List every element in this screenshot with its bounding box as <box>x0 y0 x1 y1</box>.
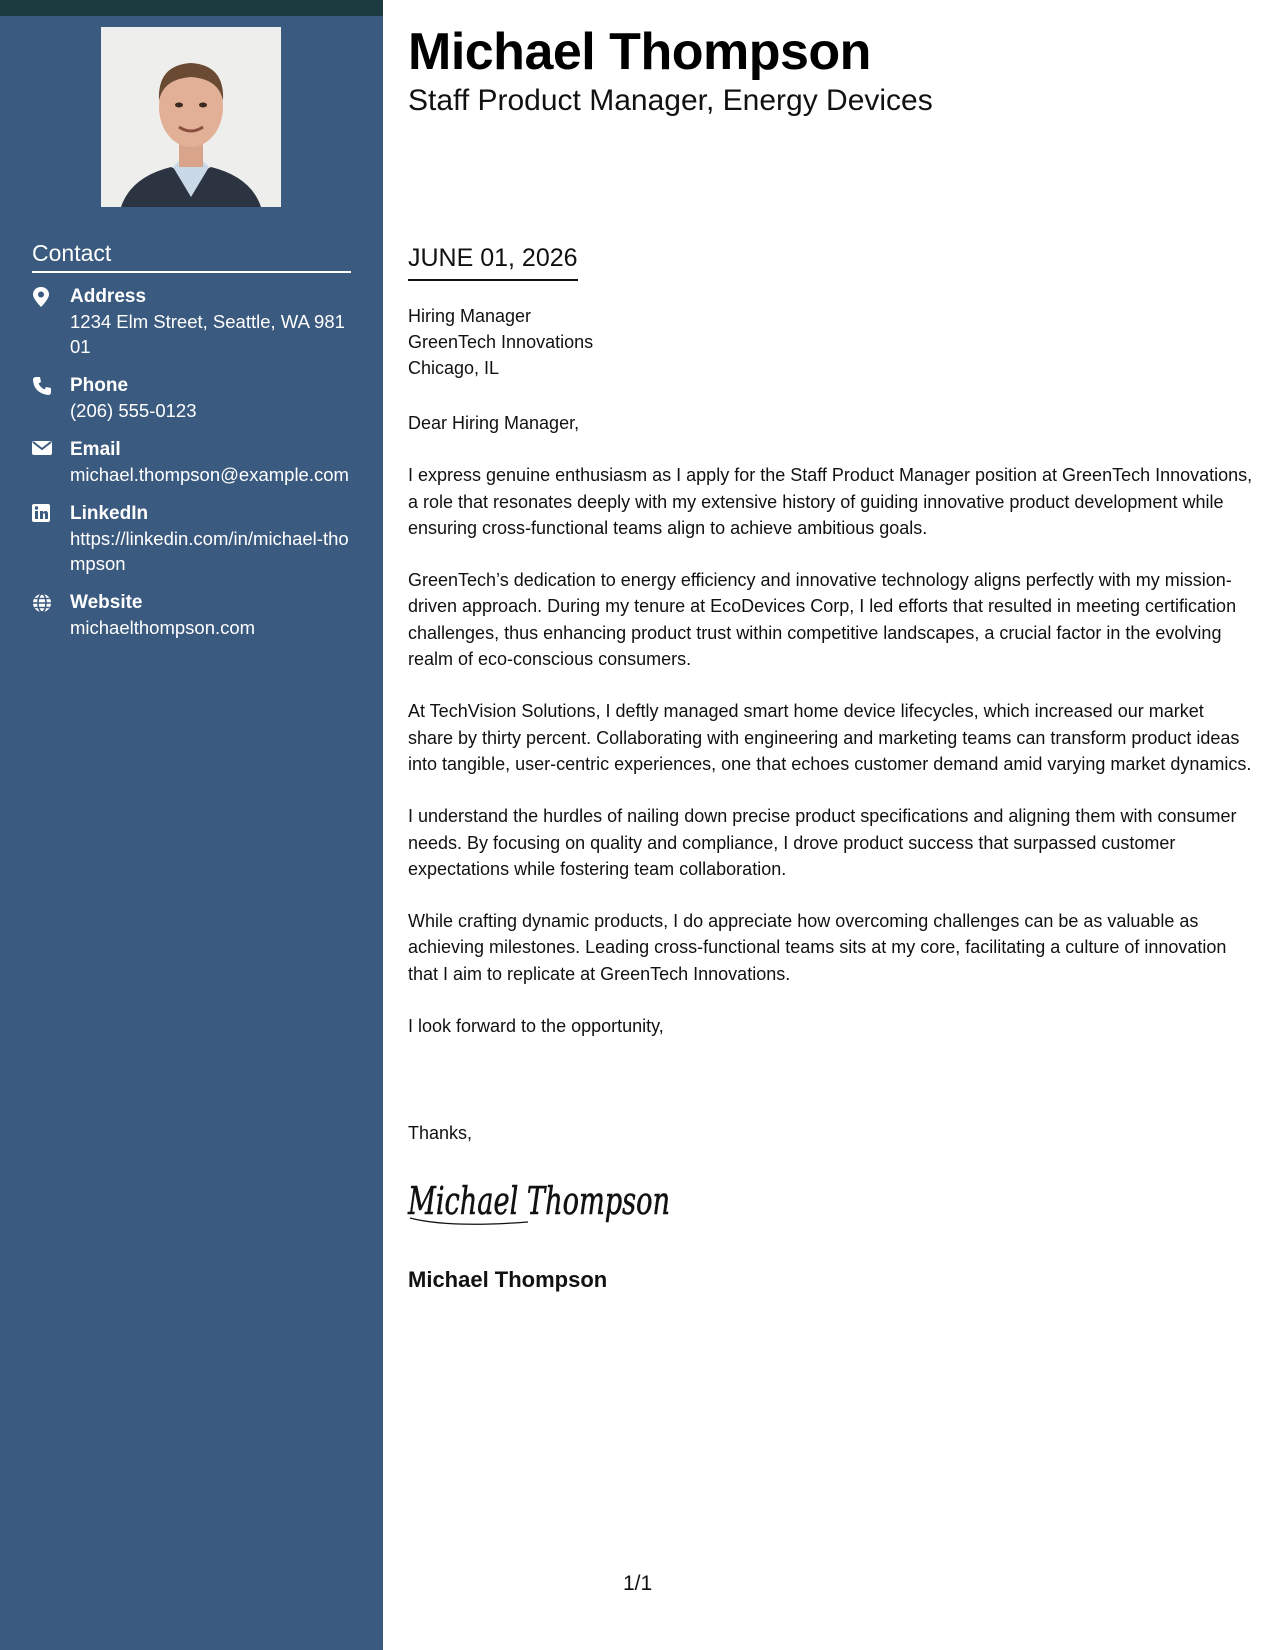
applicant-name: Michael Thompson <box>408 23 871 81</box>
email-value[interactable]: michael.thompson@example.com <box>70 464 349 485</box>
top-accent-strip <box>0 0 383 16</box>
sidebar <box>0 0 383 1650</box>
body-paragraph: I understand the hurdles of nailing down precise product specifications and aligning them with consumer needs. By focusing on quality and compliance, I drove product success that surpassed customer expectations while fostering team collaboration. <box>408 806 1237 879</box>
contact-label: LinkedIn <box>70 503 149 524</box>
sign-off: I look forward to the opportunity, <box>408 1016 664 1037</box>
contact-list <box>32 284 352 654</box>
body-paragraph: At TechVision Solutions, I deftly managed smart home device lifecycles, which increased our market share by thirty percent. Collaborating with engineering and marketing teams can transform product ideas into tangible, user-centric experiences, one that echoes customer demand amid varying market dynamics. <box>408 701 1252 774</box>
contact-linkedin <box>32 501 352 576</box>
website-value[interactable]: michaelthompson.com <box>70 617 256 638</box>
envelope-icon <box>32 437 70 487</box>
salutation: Dear Hiring Manager, <box>408 413 580 433</box>
map-pin-icon <box>32 284 70 359</box>
applicant-title: Staff Product Manager, Energy Devices <box>408 84 933 117</box>
contact-website <box>32 590 352 640</box>
handwritten-signature <box>408 1172 678 1237</box>
contact-phone <box>32 373 352 423</box>
closing: Thanks, <box>408 1123 473 1143</box>
body-paragraph: I express genuine enthusiasm as I apply for the Staff Product Manager position at GreenTech Innovations, a role that resonates deeply with my extensive history of guiding innovative product development while ensuring cross-functional teams align to achieve ambitious goals. <box>408 465 1253 538</box>
recipient-line: GreenTech Innovations <box>408 332 594 352</box>
contact-label: Website <box>70 592 143 613</box>
letter-date: JUNE 01, 2026 <box>408 244 578 281</box>
globe-icon <box>32 590 70 640</box>
letter-body <box>408 410 1253 1065</box>
contact-label: Email <box>70 439 121 460</box>
body-paragraph: GreenTech’s dedication to energy efficiency and innovative technology aligns perfectly with my mission-driven approach. During my tenure at EcoDevices Corp, I led efforts that resulted in meeting certification challenges, thus enhancing product trust within competitive landscapes, a crucial factor in the evolving realm of eco-conscious consumers. <box>408 570 1237 670</box>
linkedin-value[interactable]: https://linkedin.com/in/michael-thompson <box>70 528 349 574</box>
profile-photo <box>101 27 281 207</box>
contact-heading: Contact <box>32 240 351 273</box>
contact-label: Address <box>70 286 147 307</box>
contact-email <box>32 437 352 487</box>
body-paragraph: While crafting dynamic products, I do appreciate how overcoming challenges can be as valuable as achieving milestones. Leading cross-functional teams sits at my core, facilitating a culture of innovation that I aim to replicate at GreenTech Innovations. <box>408 911 1227 984</box>
recipient-block <box>408 303 593 381</box>
recipient-line: Hiring Manager <box>408 306 532 326</box>
contact-address <box>32 284 352 359</box>
recipient-line: Chicago, IL <box>408 358 500 378</box>
phone-value: (206) 555-0123 <box>70 400 197 421</box>
contact-label: Phone <box>70 375 129 396</box>
linkedin-icon <box>32 501 70 576</box>
signed-name: Michael Thompson <box>408 1267 608 1292</box>
svg-text:Michael Thompson: Michael Thompson <box>407 1179 670 1223</box>
address-value: 1234 Elm Street, Seattle, WA 98101 <box>70 311 345 357</box>
phone-icon <box>32 373 70 423</box>
page-number: 1/1 <box>623 1572 653 1595</box>
